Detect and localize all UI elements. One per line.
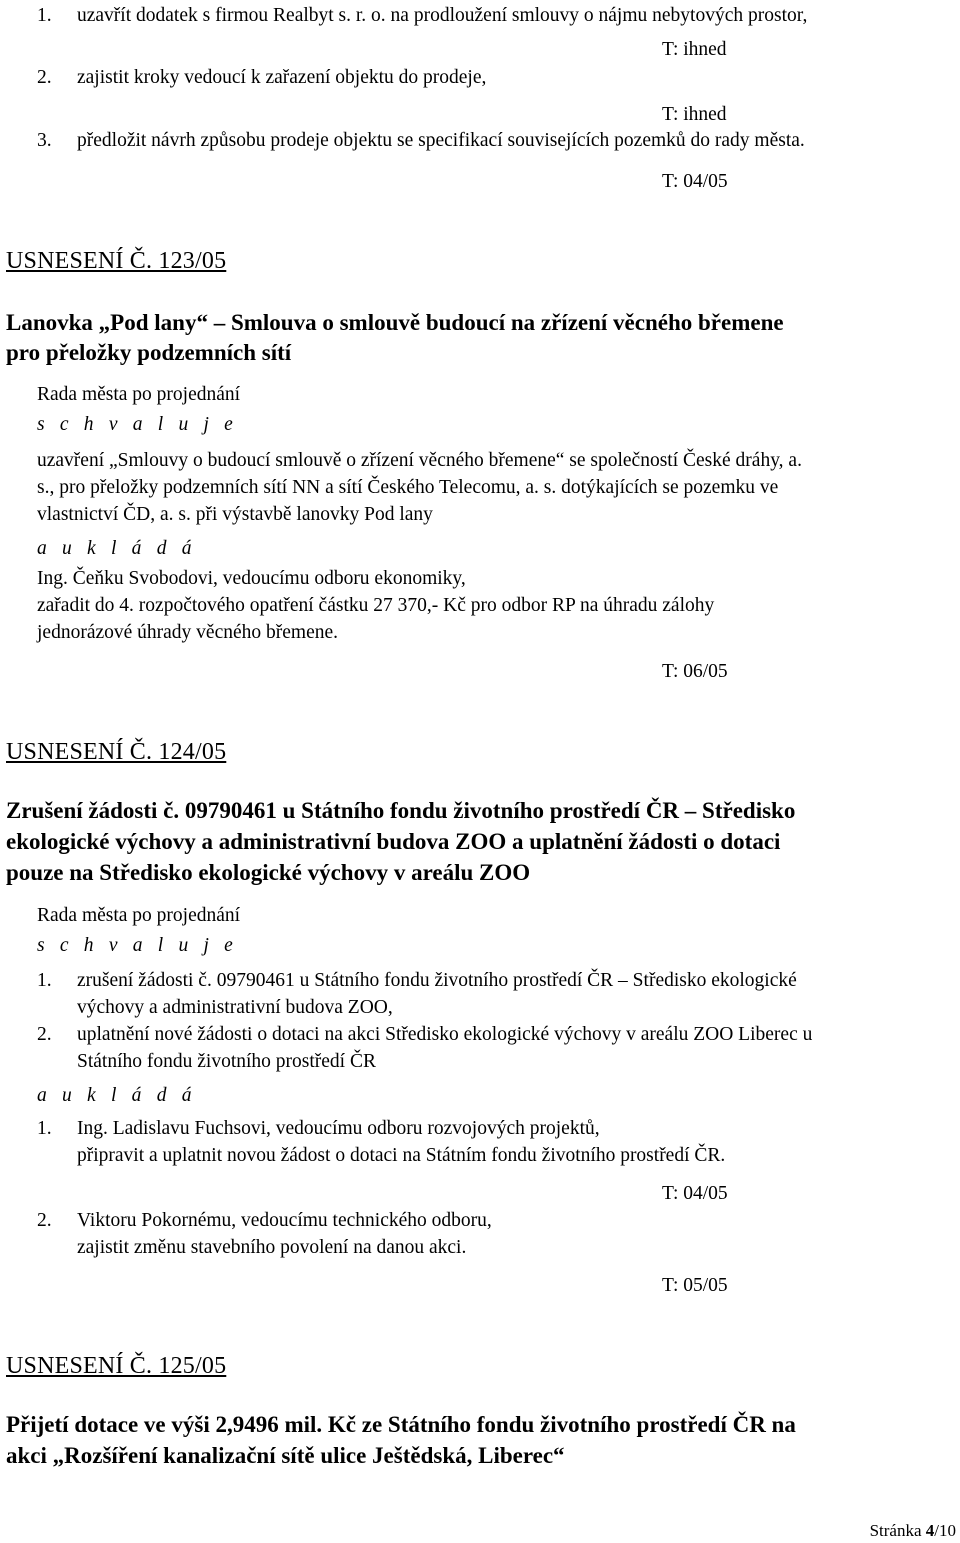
instruct-keyword: a u k l á d á	[37, 538, 197, 559]
body-text: uplatnění nové žádosti o dotaci na akci Středisko ekologické výchovy v areálu ZOO Liberec u	[77, 1024, 813, 1045]
page-prefix: Stránka	[869, 1521, 926, 1540]
resolution-title: ekologické výchovy a administrativní budova ZOO a uplatnění žádosti o dotaci	[6, 829, 781, 854]
total-pages: 10	[939, 1521, 956, 1540]
deadline: T: 06/05	[662, 661, 728, 682]
list-number: 1.	[37, 5, 52, 26]
task-text: předložit návrh způsobu prodeje objektu se specifikací souvisejících pozemků do rady města.	[77, 130, 805, 151]
deadline: T: 05/05	[662, 1275, 728, 1296]
approval-keyword: s c h v a l u j e	[37, 414, 239, 435]
task-text: zařadit do 4. rozpočtového opatření částku 27 370,- Kč pro odbor RP na úhradu zálohy	[37, 595, 715, 616]
resolution-title: akci „Rozšíření kanalizační sítě ulice Ještědská, Liberec“	[6, 1443, 565, 1468]
resolution-heading: USNESENÍ Č. 123/05	[6, 248, 227, 274]
task-text: Viktoru Pokornému, vedoucímu technického odboru,	[77, 1210, 492, 1231]
list-number: 3.	[37, 130, 52, 151]
body-text: zrušení žádosti č. 09790461 u Státního fondu životního prostředí ČR – Středisko ekologické	[77, 970, 797, 991]
intro-text: Rada města po projednání	[37, 384, 241, 405]
current-page: 4	[925, 1521, 935, 1540]
resolution-title: pouze na Středisko ekologické výchovy v areálu ZOO	[6, 860, 531, 885]
body-text: uzavření „Smlouvy o budoucí smlouvě o zřízení věcného břemene“ se společností České dráhy, a.	[37, 450, 802, 471]
page-separator: /	[934, 1521, 939, 1540]
body-text: Státního fondu životního prostředí ČR	[77, 1051, 376, 1072]
task-text: Ing. Čeňku Svobodovi, vedoucímu odboru ekonomiky,	[37, 568, 466, 589]
task-text: zajistit změnu stavebního povolení na danou akci.	[77, 1237, 467, 1258]
body-text: s., pro přeložky podzemních sítí NN a sítí Českého Telecomu, a. s. dotýkajících se pozemku ve	[37, 477, 779, 498]
deadline: T: ihned	[662, 104, 727, 125]
task-text: uzavřít dodatek s firmou Realbyt s. r. o. na prodloužení smlouvy o nájmu nebytových prostor,	[77, 5, 808, 26]
list-number: 2.	[37, 1210, 52, 1231]
instruct-keyword: a u k l á d á	[37, 1085, 197, 1106]
list-number: 1.	[37, 970, 52, 991]
task-text: zajistit kroky vedoucí k zařazení objektu do prodeje,	[77, 67, 487, 88]
body-text: vlastnictví ČD, a. s. při výstavbě lanovky Pod lany	[37, 504, 433, 525]
list-number: 2.	[37, 67, 52, 88]
resolution-title: pro přeložky podzemních sítí	[6, 340, 292, 365]
deadline: T: ihned	[662, 39, 727, 60]
list-number: 2.	[37, 1024, 52, 1045]
resolution-heading: USNESENÍ Č. 125/05	[6, 1353, 227, 1379]
resolution-title: Přijetí dotace ve výši 2,9496 mil. Kč ze Státního fondu životního prostředí ČR na	[6, 1412, 796, 1437]
task-text: jednorázové úhrady věcného břemene.	[37, 622, 339, 643]
intro-text: Rada města po projednání	[37, 905, 241, 926]
task-text: Ing. Ladislavu Fuchsovi, vedoucímu odboru rozvojových projektů,	[77, 1118, 600, 1139]
list-number: 1.	[37, 1118, 52, 1139]
page-number	[870, 1521, 956, 1541]
resolution-heading: USNESENÍ Č. 124/05	[6, 739, 227, 765]
deadline: T: 04/05	[662, 1183, 728, 1204]
deadline: T: 04/05	[662, 171, 728, 192]
task-text: připravit a uplatnit novou žádost o dotaci na Státním fondu životního prostředí ČR.	[77, 1145, 726, 1166]
body-text: výchovy a administrativní budova ZOO,	[77, 997, 393, 1018]
approval-keyword: s c h v a l u j e	[37, 935, 239, 956]
resolution-title: Lanovka „Pod lany“ – Smlouva o smlouvě budoucí na zřízení věcného břemene	[6, 310, 784, 335]
resolution-title: Zrušení žádosti č. 09790461 u Státního fondu životního prostředí ČR – Středisko	[6, 798, 796, 823]
